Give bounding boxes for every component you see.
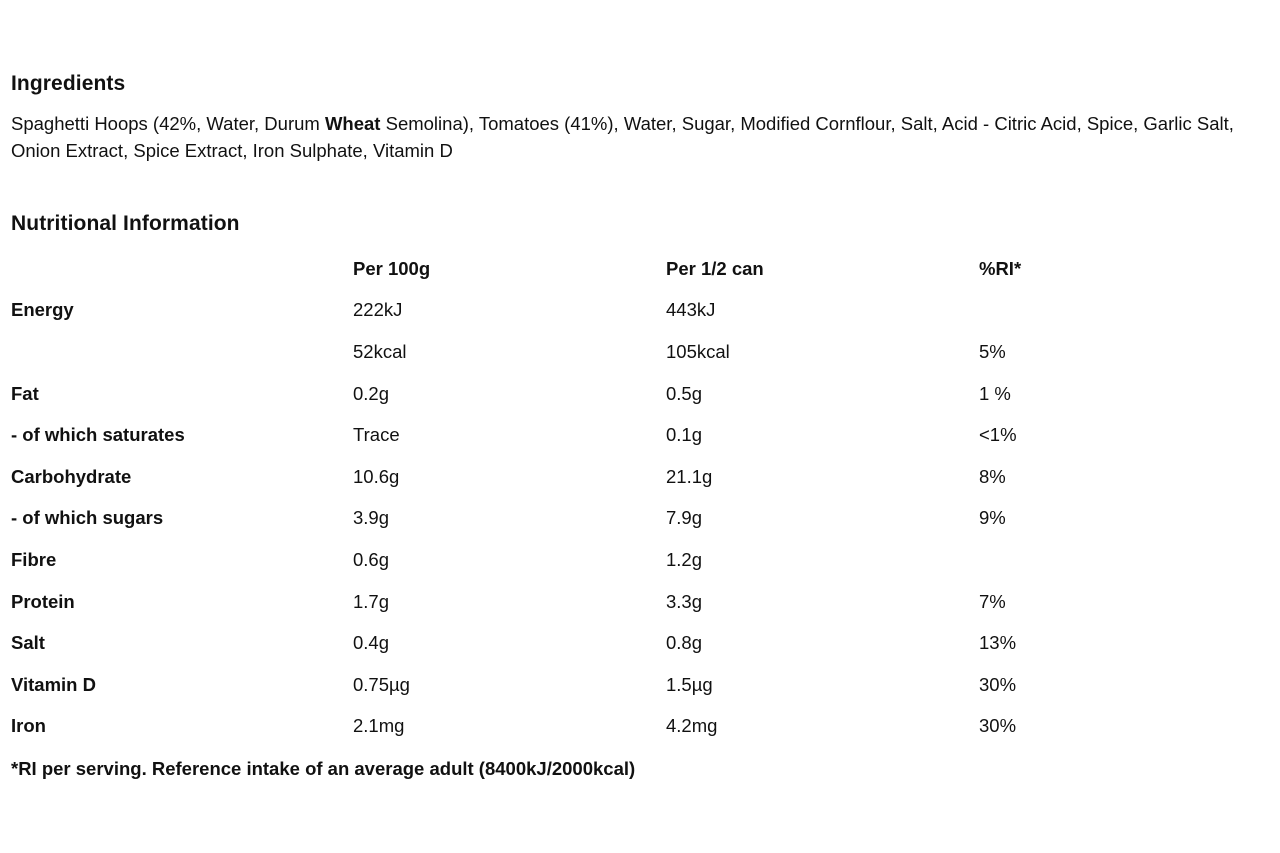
nutrient-label: - of which saturates	[11, 424, 185, 446]
nutrition-header-row	[11, 248, 1211, 290]
column-header-ri: %RI*	[979, 257, 1022, 279]
table-row	[11, 664, 1211, 706]
per-100g-value: 3.9g	[353, 507, 390, 529]
nutrient-label: Energy	[11, 299, 74, 321]
nutrient-label: Salt	[11, 632, 45, 654]
ri-footnote: *RI per serving. Reference intake of an average adult (8400kJ/2000kcal)	[11, 758, 636, 779]
ri-value: <1%	[979, 424, 1017, 446]
ingredients-text-before: Spaghetti Hoops (42%, Water, Durum	[11, 113, 325, 134]
per-100g-value: 222kJ	[353, 299, 403, 321]
per-serving-value: 443kJ	[666, 299, 716, 321]
ri-value: 7%	[979, 590, 1006, 612]
per-100g-value: 52kcal	[353, 340, 407, 362]
ri-value: 9%	[979, 507, 1006, 529]
ri-value	[979, 539, 1211, 581]
nutrient-label: Vitamin D	[11, 673, 96, 695]
ri-value: 5%	[979, 340, 1006, 362]
per-serving-value: 1.5µg	[666, 673, 713, 695]
table-row	[11, 456, 1211, 498]
per-serving-value: 0.5g	[666, 382, 703, 404]
per-serving-value: 21.1g	[666, 465, 713, 487]
ingredients-text	[11, 110, 1273, 164]
table-row	[11, 539, 1211, 581]
ingredients-heading: Ingredients	[11, 72, 126, 95]
ri-value: 1 %	[979, 382, 1011, 404]
per-100g-value: 1.7g	[353, 590, 390, 612]
ri-value: 30%	[979, 715, 1017, 737]
allergen-highlight: Wheat	[324, 113, 381, 134]
per-100g-value: 0.2g	[353, 382, 390, 404]
per-serving-value: 3.3g	[666, 590, 703, 612]
table-row	[11, 498, 1211, 540]
ri-value: 13%	[979, 632, 1017, 654]
per-serving-value: 0.1g	[666, 424, 703, 446]
nutrient-label: Protein	[11, 590, 75, 612]
column-header-nutrient	[11, 248, 353, 290]
nutrient-label: Fat	[11, 382, 39, 404]
per-100g-value: 2.1mg	[353, 715, 405, 737]
table-row	[11, 622, 1211, 664]
per-serving-value: 7.9g	[666, 507, 703, 529]
nutrient-label: Iron	[11, 715, 46, 737]
table-row	[11, 706, 1211, 748]
ingredients-text-after: Semolina), Tomatoes (41%), Water, Sugar, Modified Cornflour, Salt, Acid - Citric Acid, Spice, Garlic Salt, Onion Extract, Spice Extract, Iron Sulphate, Vitamin D	[11, 113, 1234, 161]
table-row	[11, 373, 1211, 415]
per-100g-value: 0.6g	[353, 548, 390, 570]
table-row	[11, 331, 1211, 373]
nutrient-label: Carbohydrate	[11, 465, 132, 487]
ri-value: 8%	[979, 465, 1006, 487]
table-row	[11, 414, 1211, 456]
per-serving-value: 1.2g	[666, 548, 703, 570]
ri-value: 30%	[979, 673, 1017, 695]
ri-value	[979, 290, 1211, 332]
per-serving-value: 0.8g	[666, 632, 703, 654]
per-serving-value: 105kcal	[666, 340, 730, 362]
column-header-per-100g: Per 100g	[353, 257, 431, 279]
nutrient-label	[11, 331, 353, 373]
per-100g-value: 0.75µg	[353, 673, 410, 695]
per-100g-value: 0.4g	[353, 632, 390, 654]
nutrient-label: - of which sugars	[11, 507, 164, 529]
nutrient-label: Fibre	[11, 548, 57, 570]
per-100g-value: Trace	[353, 424, 400, 446]
per-100g-value: 10.6g	[353, 465, 400, 487]
per-serving-value: 4.2mg	[666, 715, 718, 737]
nutrition-table	[11, 248, 1211, 747]
column-header-per-serving: Per 1/2 can	[666, 257, 764, 279]
table-row	[11, 290, 1211, 332]
nutrition-heading: Nutritional Information	[11, 212, 240, 235]
table-row	[11, 581, 1211, 623]
